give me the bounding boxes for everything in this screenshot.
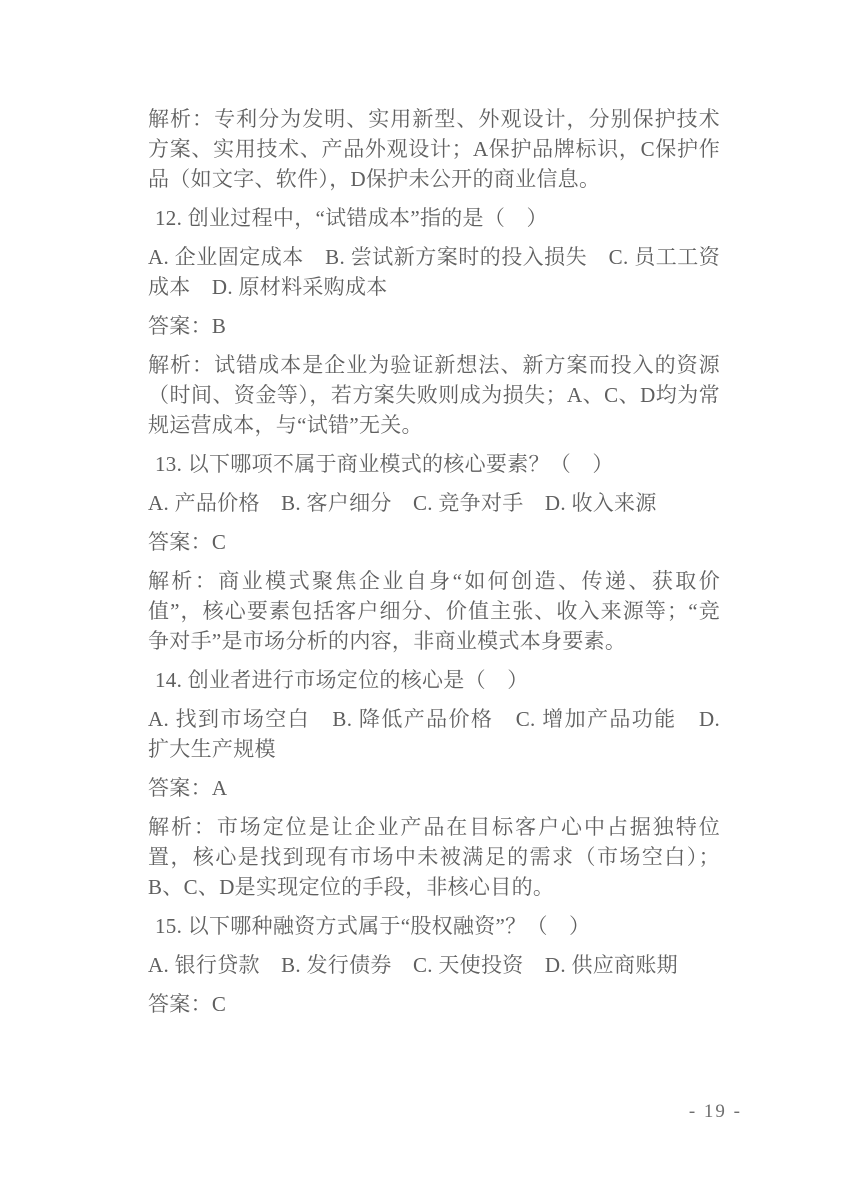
question-15: 15. 以下哪种融资方式属于“股权融资”？（ ）	[155, 914, 591, 938]
explanation-q13: 解析：商业模式聚焦企业自身“如何创造、传递、获取价值”，核心要素包括客户细分、价值主张、收入来源等；“竞争对手”是市场分析的内容，非商业模式本身要素。	[148, 569, 720, 653]
question-14-options: A. 找到市场空白 B. 降低产品价格 C. 增加产品功能 D. 扩大生产规模	[148, 707, 720, 761]
question-12: 12. 创业过程中，“试错成本”指的是（ ）	[155, 206, 548, 230]
explanation-q14: 解析：市场定位是让企业产品在目标客户心中占据独特位置，核心是找到现有市场中未被满足的需求（市场空白）；B、C、D是实现定位的手段，非核心目的。	[148, 815, 720, 899]
question-15-answer: 答案：C	[148, 992, 227, 1016]
explanation-q11: 解析：专利分为发明、实用新型、外观设计，分别保护技术方案、实用技术、产品外观设计；A保护品牌标识，C保护作品（如文字、软件），D保护未公开的商业信息。	[148, 107, 720, 191]
question-12-answer: 答案：B	[148, 314, 227, 338]
page-number: - 19 -	[688, 1101, 742, 1122]
question-13: 13. 以下哪项不属于商业模式的核心要素？（ ）	[155, 452, 614, 476]
explanation-q12: 解析：试错成本是企业为验证新想法、新方案而投入的资源（时间、资金等），若方案失败则成为损失；A、C、D均为常规运营成本，与“试错”无关。	[148, 353, 720, 437]
question-13-options: A. 产品价格 B. 客户细分 C. 竞争对手 D. 收入来源	[148, 491, 657, 515]
question-14: 14. 创业者进行市场定位的核心是（ ）	[155, 668, 529, 692]
question-13-answer: 答案：C	[148, 530, 227, 554]
question-15-options: A. 银行贷款 B. 发行债券 C. 天使投资 D. 供应商账期	[148, 953, 678, 977]
question-12-options: A. 企业固定成本 B. 尝试新方案时的投入损失 C. 员工工资成本 D. 原材料采购成本	[148, 245, 720, 299]
document-body	[148, 104, 720, 1028]
question-14-answer: 答案：A	[148, 776, 228, 800]
